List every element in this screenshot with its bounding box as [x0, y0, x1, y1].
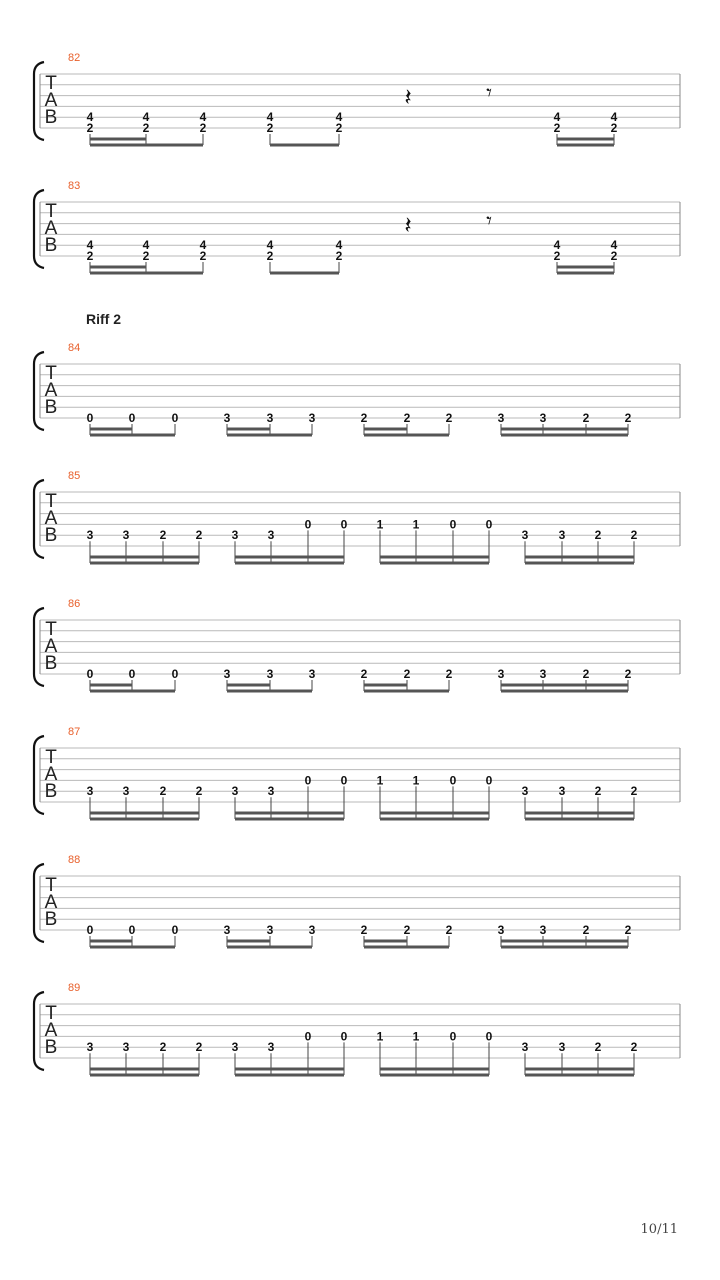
fret-number: 2: [159, 784, 167, 799]
fret-number: 4: [199, 238, 207, 253]
eighth-rest: 𝄾: [486, 80, 492, 105]
fret-number: 0: [128, 411, 136, 425]
fret-number: 3: [521, 1040, 529, 1055]
fret-number: 3: [267, 784, 275, 799]
fret-number: 3: [86, 528, 94, 543]
fret-number: 3: [266, 667, 274, 681]
fret-number: 0: [485, 773, 493, 788]
measure-number: 84: [68, 342, 81, 354]
fret-number: 4: [86, 110, 94, 125]
fret-number: 2: [445, 923, 453, 937]
fret-number: 3: [521, 528, 529, 543]
tab-clef-letter: A: [44, 90, 58, 111]
tab-clef-letter: B: [44, 909, 58, 930]
tab-clef-letter: B: [44, 107, 58, 128]
fret-number: 2: [142, 249, 150, 263]
fret-number: 1: [412, 1029, 420, 1044]
fret-number: 2: [630, 1040, 638, 1055]
measure-number: 88: [68, 854, 81, 866]
fret-number: 2: [553, 249, 561, 263]
fret-number: 4: [610, 110, 618, 125]
fret-number: 2: [142, 121, 150, 135]
fret-number: 4: [142, 238, 150, 253]
fret-number: 2: [594, 784, 602, 799]
tab-system: [34, 598, 680, 691]
fret-number: 3: [539, 667, 547, 681]
fret-number: 2: [630, 528, 638, 543]
fret-number: 1: [412, 517, 420, 532]
fret-number: 0: [449, 773, 457, 788]
fret-number: 2: [445, 411, 453, 425]
fret-number: 4: [266, 238, 274, 253]
tab-clef-letter: T: [45, 1003, 57, 1024]
tab-system: [34, 470, 680, 563]
tab-clef-letter: T: [45, 619, 57, 640]
fret-number: 0: [340, 517, 348, 532]
tab-clef-letter: B: [44, 1037, 58, 1058]
fret-number: 3: [223, 411, 231, 425]
fret-number: 2: [266, 121, 274, 135]
fret-number: 4: [199, 110, 207, 125]
fret-number: 1: [412, 773, 420, 788]
fret-number: 2: [610, 121, 618, 135]
fret-number: 3: [558, 784, 566, 799]
fret-number: 2: [610, 249, 618, 263]
fret-number: 2: [86, 249, 94, 263]
measure-number: 82: [68, 52, 81, 64]
fret-number: 3: [122, 784, 130, 799]
fret-number: 3: [231, 784, 239, 799]
fret-number: 0: [86, 411, 94, 425]
fret-number: 0: [171, 667, 179, 681]
fret-number: 3: [223, 667, 231, 681]
fret-number: 3: [497, 411, 505, 425]
fret-number: 0: [449, 517, 457, 532]
fret-number: 2: [630, 784, 638, 799]
fret-number: 0: [304, 1029, 312, 1044]
fret-number: 0: [128, 667, 136, 681]
measure-number: 87: [68, 726, 81, 738]
fret-number: 2: [624, 411, 632, 425]
fret-number: 1: [376, 1029, 384, 1044]
fret-number: 4: [610, 238, 618, 253]
fret-number: 0: [171, 411, 179, 425]
tab-clef-letter: B: [44, 525, 58, 546]
fret-number: 3: [558, 528, 566, 543]
tab-clef-letter: T: [45, 491, 57, 512]
fret-number: 2: [159, 1040, 167, 1055]
fret-number: 2: [195, 528, 203, 543]
tab-system: [34, 982, 680, 1075]
fret-number: 3: [266, 923, 274, 937]
fret-number: 2: [86, 121, 94, 135]
tab-clef-letter: T: [45, 747, 57, 768]
fret-number: 2: [594, 528, 602, 543]
fret-number: 2: [445, 667, 453, 681]
fret-number: 2: [594, 1040, 602, 1055]
fret-number: 0: [485, 1029, 493, 1044]
tab-clef-letter: T: [45, 875, 57, 896]
tab-clef-letter: B: [44, 653, 58, 674]
fret-number: 3: [223, 923, 231, 937]
fret-number: 2: [360, 923, 368, 937]
tab-clef-letter: A: [44, 380, 58, 401]
fret-number: 2: [403, 667, 411, 681]
tab-clef-letter: B: [44, 235, 58, 256]
fret-number: 4: [335, 110, 343, 125]
fret-number: 0: [485, 517, 493, 532]
fret-number: 2: [582, 411, 590, 425]
page-number: 10/11: [640, 1222, 678, 1237]
fret-number: 0: [340, 1029, 348, 1044]
section-label: Riff 2: [86, 311, 121, 327]
tab-clef-letter: A: [44, 636, 58, 657]
fret-number: 3: [497, 923, 505, 937]
fret-number: 2: [195, 784, 203, 799]
fret-number: 4: [86, 238, 94, 253]
tab-clef-letter: T: [45, 201, 57, 222]
fret-number: 2: [624, 923, 632, 937]
tab-system: [34, 726, 680, 819]
fret-number: 2: [553, 121, 561, 135]
tab-clef-letter: T: [45, 363, 57, 384]
tab-clef-letter: A: [44, 892, 58, 913]
fret-number: 2: [360, 667, 368, 681]
fret-number: 4: [553, 238, 561, 253]
fret-number: 0: [304, 517, 312, 532]
fret-number: 3: [308, 667, 316, 681]
fret-number: 3: [266, 411, 274, 425]
fret-number: 0: [128, 923, 136, 937]
fret-number: 0: [340, 773, 348, 788]
fret-number: 2: [403, 411, 411, 425]
fret-number: 3: [558, 1040, 566, 1055]
fret-number: 2: [335, 121, 343, 135]
fret-number: 4: [142, 110, 150, 125]
fret-number: 3: [267, 1040, 275, 1055]
fret-number: 3: [539, 411, 547, 425]
fret-number: 2: [266, 249, 274, 263]
fret-number: 2: [199, 249, 207, 263]
fret-number: 2: [195, 1040, 203, 1055]
fret-number: 4: [335, 238, 343, 253]
tab-clef-letter: A: [44, 218, 58, 239]
tab-clef-letter: B: [44, 781, 58, 802]
tab-system: [34, 180, 680, 273]
tab-system: [34, 311, 680, 435]
measure-number: 83: [68, 180, 81, 192]
tab-clef-letter: A: [44, 764, 58, 785]
tab-clef-letter: A: [44, 1020, 58, 1041]
fret-number: 3: [308, 411, 316, 425]
measure-number: 86: [68, 598, 81, 610]
fret-number: 3: [539, 923, 547, 937]
fret-number: 0: [304, 773, 312, 788]
fret-number: 3: [497, 667, 505, 681]
tab-clef-letter: A: [44, 508, 58, 529]
fret-number: 2: [582, 667, 590, 681]
fret-number: 3: [521, 784, 529, 799]
quarter-rest: 𝄽: [404, 84, 412, 111]
measure-number: 89: [68, 982, 81, 994]
fret-number: 3: [231, 1040, 239, 1055]
tab-system: [34, 52, 680, 145]
fret-number: 2: [199, 121, 207, 135]
tab-clef-letter: B: [44, 397, 58, 418]
fret-number: 1: [376, 517, 384, 532]
fret-number: 3: [122, 1040, 130, 1055]
fret-number: 0: [449, 1029, 457, 1044]
fret-number: 2: [624, 667, 632, 681]
fret-number: 0: [171, 923, 179, 937]
fret-number: 2: [159, 528, 167, 543]
fret-number: 3: [267, 528, 275, 543]
fret-number: 1: [376, 773, 384, 788]
fret-number: 2: [582, 923, 590, 937]
fret-number: 3: [86, 784, 94, 799]
tab-clef-letter: T: [45, 73, 57, 94]
quarter-rest: 𝄽: [404, 212, 412, 239]
fret-number: 0: [86, 923, 94, 937]
fret-number: 2: [360, 411, 368, 425]
fret-number: 3: [122, 528, 130, 543]
fret-number: 2: [335, 249, 343, 263]
fret-number: 3: [86, 1040, 94, 1055]
tab-system: [34, 854, 680, 947]
measure-number: 85: [68, 470, 81, 482]
fret-number: 0: [86, 667, 94, 681]
fret-number: 2: [403, 923, 411, 937]
fret-number: 3: [231, 528, 239, 543]
eighth-rest: 𝄾: [486, 208, 492, 233]
fret-number: 4: [553, 110, 561, 125]
fret-number: 4: [266, 110, 274, 125]
fret-number: 3: [308, 923, 316, 937]
